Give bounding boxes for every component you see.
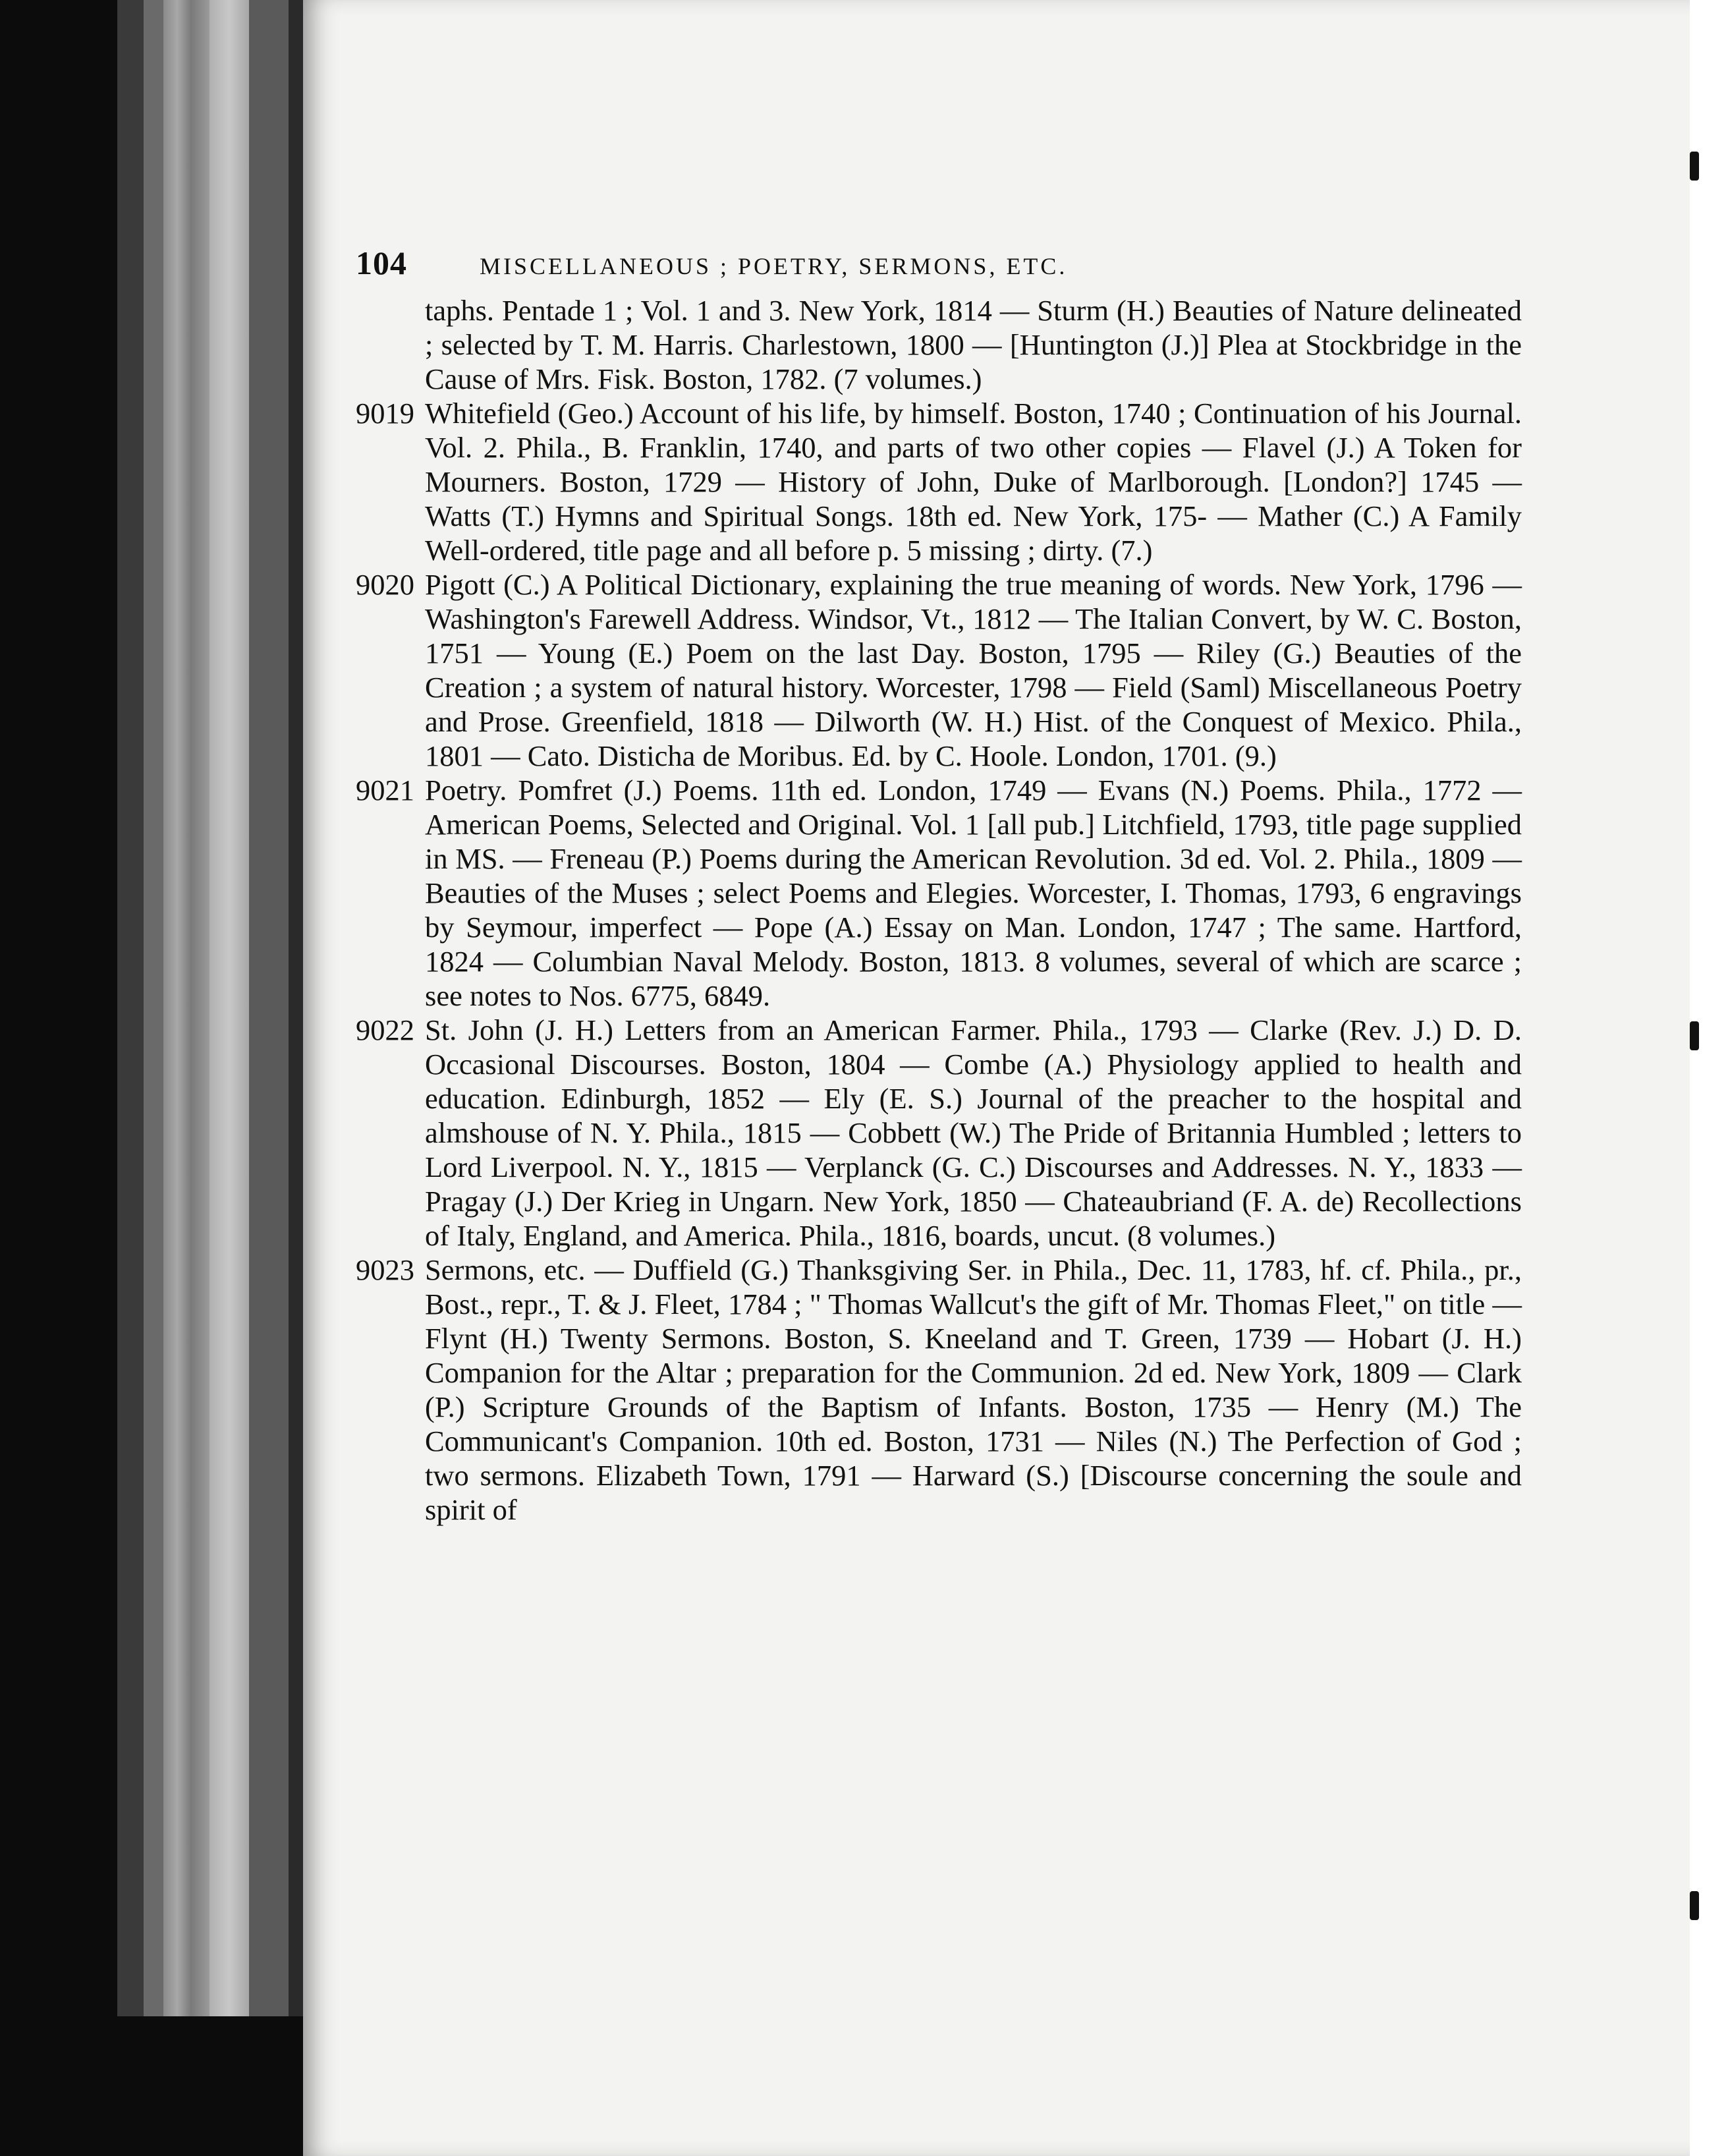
running-title: MISCELLANEOUS ; POETRY, SERMONS, ETC. (480, 253, 1068, 279)
entry-text: Whitefield (Geo.) Account of his life, by himself. Boston, 1740 ; Continuation of his Journal. Vol. 2. Phila., B. Franklin, 1740, and parts of two other copies — Flavel (J.) A Token for Mourners. Boston, 1729 — History of John, Duke of Marlborough. [London?] 1745 — Watts (T.) Hymns and Spiritual Songs. 18th ed. New York, 175- — Mather (C.) A Family Well-ordered, title page and all before p. 5 missing ; dirty. (7.) (425, 397, 1522, 567)
binding-mark (1690, 1891, 1699, 1920)
catalogue-entry (356, 396, 1522, 567)
binding-mark (1690, 152, 1699, 181)
lot-number: 9019 (356, 397, 414, 430)
entry-text: Poetry. Pomfret (J.) Poems. 11th ed. London, 1749 — Evans (N.) Poems. Phila., 1772 — American Poems, Selected and Original. Vol. 1 [all pub.] Litchfield, 1793, title page supplied in MS. — Freneau (P.) Poems during the American Revolution. 3d ed. Vol. 2. Phila., 1809 — Beauties of the Muses ; select Poems and Elegies. Worcester, I. Thomas, 1793, 6 engravings by Seymour, imperfect — Pope (A.) Essay on Man. London, 1747 ; The same. Hartford, 1824 — Columbian Naval Melody. Boston, 1813. 8 volumes, several of which are scarce ; see notes to Nos. 6775, 6849. (425, 774, 1522, 1012)
lot-number: 9020 (356, 568, 414, 601)
binding-mark (1690, 1021, 1699, 1050)
entry-text: taphs. Pentade 1 ; Vol. 1 and 3. New York, 1814 — Sturm (H.) Beauties of Nature delineated ; selected by T. M. Harris. Charlestown, 1800 — [Huntington (J.)] Plea at Stockbridge in the Cause of Mrs. Fisk. Boston, 1782. (7 volumes.) (425, 294, 1522, 395)
lot-number: 9022 (356, 1013, 414, 1046)
page-edge-band (163, 0, 209, 2016)
page-edge-band (117, 0, 144, 2016)
catalogue-entry (356, 1253, 1522, 1527)
lot-number: 9021 (356, 774, 414, 807)
catalogue-text (356, 293, 1522, 1527)
catalogue-entry (356, 567, 1522, 773)
catalogue-entry (356, 773, 1522, 1013)
page-edge-band (249, 0, 289, 2016)
page-edge-band (209, 0, 249, 2016)
catalogue-entry (356, 1013, 1522, 1253)
book-page-edges (0, 0, 303, 2156)
page-edge-band (144, 0, 163, 2016)
entry-text: St. John (J. H.) Letters from an American Farmer. Phila., 1793 — Clarke (Rev. J.) D. D. Occasional Discourses. Boston, 1804 — Combe (A.) Physiology applied to health and education. Edinburgh, 1852 — Ely (E. S.) Journal of the preacher to the hospital and almshouse of N. Y. Phila., 1815 — Cobbett (W.) The Pride of Britannia Humbled ; letters to Lord Liverpool. N. Y., 1815 — Verplanck (G. C.) Discourses and Addresses. N. Y., 1833 — Pragay (J.) Der Krieg in Ungarn. New York, 1850 — Chateaubriand (F. A. de) Recollections of Italy, England, and America. Phila., 1816, boards, uncut. (8 volumes.) (425, 1013, 1522, 1252)
page-number: 104 (356, 244, 407, 281)
entry-text: Sermons, etc. — Duffield (G.) Thanksgiving Ser. in Phila., Dec. 11, 1783, hf. cf. Phila., pr., Bost., repr., T. & J. Fleet, 1784 ; " Thomas Wallcut's the gift of Mr. Thomas Fleet," on title — Flynt (H.) Twenty Sermons. Boston, S. Kneeland and T. Green, 1739 — Hobart (J. H.) Companion for the Altar ; preparation for the Communion. 2d ed. New York, 1809 — Clark (P.) Scripture Grounds of the Baptism of Infants. Boston, 1735 — Henry (M.) The Communicant's Companion. 10th ed. Boston, 1731 — Niles (N.) The Perfection of God ; two sermons. Elizabeth Town, 1791 — Harward (S.) [Discourse concerning the soule and spirit of (425, 1253, 1522, 1526)
page-header (356, 244, 1515, 290)
right-margin (1690, 0, 1726, 2156)
catalogue-entry (356, 293, 1522, 396)
page-edge-band (289, 0, 303, 2016)
lot-number: 9023 (356, 1253, 414, 1286)
entry-text: Pigott (C.) A Political Dictionary, explaining the true meaning of words. New York, 1796 — Washington's Farewell Address. Windsor, Vt., 1812 — The Italian Convert, by W. C. Boston, 1751 — Young (E.) Poem on the last Day. Boston, 1795 — Riley (G.) Beauties of the Creation ; a system of natural history. Worcester, 1798 — Field (Saml) Miscellaneous Poetry and Prose. Greenfield, 1818 — Dilworth (W. H.) Hist. of the Conquest of Mexico. Phila., 1801 — Cato. Disticha de Moribus. Ed. by C. Hoole. London, 1701. (9.) (425, 568, 1522, 772)
